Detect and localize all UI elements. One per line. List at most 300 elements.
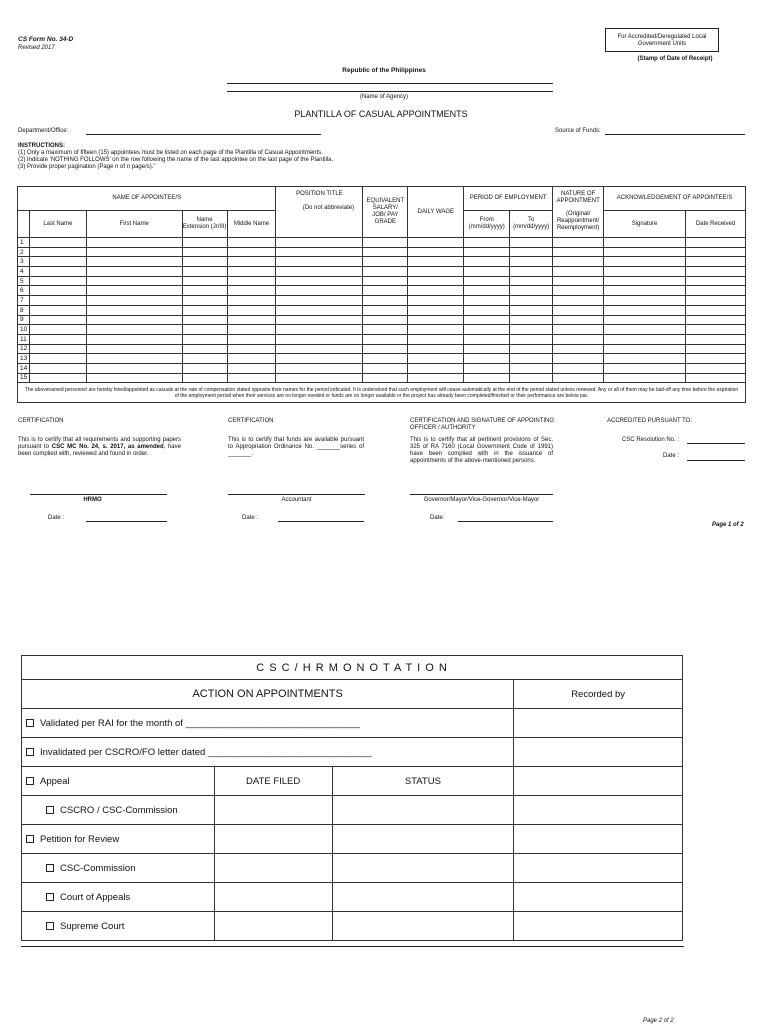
plantilla-table	[17, 186, 746, 403]
csc-resolution-label: CSC Resolution No. :	[622, 437, 680, 443]
table-cell[interactable]	[86, 247, 182, 257]
recorded-by-cell[interactable]	[514, 825, 683, 854]
invalidated-row[interactable]	[22, 738, 514, 767]
recorded-by-cell[interactable]	[514, 883, 683, 912]
date-filed-cell[interactable]	[214, 883, 332, 912]
table-cell[interactable]	[408, 257, 464, 267]
table-cell[interactable]	[464, 344, 510, 354]
table-cell[interactable]	[29, 315, 86, 325]
table-cell[interactable]	[604, 267, 686, 277]
table-cell[interactable]	[553, 267, 604, 277]
recorded-by-cell[interactable]	[514, 796, 683, 825]
table-cell[interactable]	[363, 325, 408, 335]
table-cell[interactable]	[604, 315, 686, 325]
table-cell[interactable]	[685, 363, 745, 373]
hrmo-date-field[interactable]	[86, 521, 167, 522]
table-cell[interactable]	[604, 257, 686, 267]
table-cell[interactable]	[363, 276, 408, 286]
header-middle-name: Middle Name	[227, 211, 276, 238]
validated-row[interactable]	[22, 709, 514, 738]
table-cell[interactable]	[553, 286, 604, 296]
table-cell[interactable]	[276, 354, 363, 364]
table-cell[interactable]	[464, 354, 510, 364]
table-cell[interactable]	[276, 373, 363, 383]
status-header: STATUS	[332, 767, 514, 796]
csc-commission-label: CSC-Commission	[60, 862, 136, 874]
table-cell[interactable]	[604, 354, 686, 364]
table-cell[interactable]	[363, 344, 408, 354]
table-cell[interactable]	[408, 296, 464, 306]
table-cell[interactable]	[553, 325, 604, 335]
table-cell[interactable]	[86, 363, 182, 373]
cert1-text-a: This is to certify that all requirements and supporting papers pursuant to	[18, 437, 181, 450]
table-cell[interactable]	[363, 247, 408, 257]
table-cell[interactable]	[86, 267, 182, 277]
table-cell[interactable]	[685, 267, 745, 277]
cscro-row[interactable]	[22, 796, 215, 825]
checkbox-petition[interactable]	[26, 835, 34, 843]
court-appeals-row[interactable]	[22, 883, 215, 912]
table-cell[interactable]	[29, 354, 86, 364]
accredited-date-field[interactable]	[687, 460, 745, 461]
table-cell[interactable]	[464, 276, 510, 286]
table-row	[18, 354, 746, 364]
table-cell[interactable]	[182, 257, 227, 267]
table-cell[interactable]	[510, 296, 553, 306]
notation-bottom-rule	[21, 946, 684, 947]
table-cell[interactable]	[553, 305, 604, 315]
date-filed-cell[interactable]	[214, 854, 332, 883]
date-filed-cell[interactable]	[214, 825, 332, 854]
table-cell[interactable]	[685, 238, 745, 248]
appointing-date-field[interactable]	[458, 521, 553, 522]
table-cell[interactable]	[510, 286, 553, 296]
table-cell[interactable]	[227, 286, 276, 296]
checkbox-appeal[interactable]	[26, 777, 34, 785]
table-cell[interactable]	[685, 296, 745, 306]
table-cell[interactable]	[227, 344, 276, 354]
table-cell[interactable]	[464, 325, 510, 335]
table-cell[interactable]	[510, 325, 553, 335]
header-position-note: (Do not abbreviate)	[302, 205, 355, 211]
recorded-by-header: Recorded by	[514, 680, 683, 709]
table-cell[interactable]	[553, 296, 604, 306]
table-cell[interactable]	[86, 257, 182, 267]
table-cell[interactable]	[685, 257, 745, 267]
table-cell[interactable]	[182, 238, 227, 248]
table-cell[interactable]	[182, 334, 227, 344]
row-number: 1	[18, 238, 30, 248]
table-cell[interactable]	[86, 315, 182, 325]
table-cell[interactable]	[553, 344, 604, 354]
department-label: Department/Office:	[18, 128, 69, 134]
table-cell[interactable]	[182, 373, 227, 383]
table-cell[interactable]	[685, 325, 745, 335]
table-cell[interactable]	[408, 247, 464, 257]
accountant-date-field[interactable]	[278, 521, 364, 522]
table-cell[interactable]	[553, 354, 604, 364]
table-cell[interactable]	[464, 286, 510, 296]
table-cell[interactable]	[604, 276, 686, 286]
hrmo-label: HRMO	[83, 497, 102, 503]
row-number: 5	[18, 276, 30, 286]
table-cell[interactable]	[276, 305, 363, 315]
table-cell[interactable]	[604, 334, 686, 344]
table-cell[interactable]	[227, 363, 276, 373]
table-cell[interactable]	[604, 286, 686, 296]
table-cell[interactable]	[227, 296, 276, 306]
csc-resolution-field[interactable]	[687, 443, 745, 444]
table-cell[interactable]	[227, 247, 276, 257]
cert1-text-b: , have been complied with, reviewed and found in order.	[18, 444, 181, 457]
checkbox-cscro[interactable]	[46, 806, 54, 814]
recorded-by-cell[interactable]	[514, 709, 683, 738]
table-cell[interactable]	[29, 267, 86, 277]
table-cell[interactable]	[276, 296, 363, 306]
table-cell[interactable]	[29, 344, 86, 354]
table-cell[interactable]	[604, 238, 686, 248]
table-cell[interactable]	[464, 363, 510, 373]
table-row	[18, 267, 746, 277]
table-cell[interactable]	[408, 267, 464, 277]
header-salary: EQUIVALENT SALARY/ JOB/ PAY GRADE	[363, 187, 408, 238]
table-cell[interactable]	[604, 363, 686, 373]
recorded-by-cell[interactable]	[514, 767, 683, 796]
table-cell[interactable]	[276, 286, 363, 296]
table-cell[interactable]	[408, 286, 464, 296]
table-cell[interactable]	[363, 315, 408, 325]
table-cell[interactable]	[685, 354, 745, 364]
appointing-date-label: Date:	[430, 515, 445, 521]
appeal-label: Appeal	[40, 775, 70, 787]
table-cell[interactable]	[86, 373, 182, 383]
accountant-label: Accountant	[281, 497, 312, 503]
table-cell[interactable]	[685, 334, 745, 344]
table-cell[interactable]	[408, 315, 464, 325]
table-cell[interactable]	[464, 296, 510, 306]
table-cell[interactable]	[408, 238, 464, 248]
table-cell[interactable]	[227, 373, 276, 383]
table-row	[18, 305, 746, 315]
table-cell[interactable]	[29, 334, 86, 344]
table-cell[interactable]	[86, 296, 182, 306]
table-cell[interactable]	[464, 267, 510, 277]
source-field[interactable]	[605, 134, 745, 135]
header-from: From (mm/dd/yyyy)	[464, 211, 510, 238]
table-cell[interactable]	[510, 334, 553, 344]
checkbox-invalidated[interactable]	[26, 748, 34, 756]
table-row	[18, 344, 746, 354]
table-cell[interactable]	[685, 247, 745, 257]
agency-caption: (Name of Agency)	[359, 94, 409, 100]
row-number: 2	[18, 247, 30, 257]
table-row	[18, 247, 746, 257]
appeal-row[interactable]	[22, 767, 215, 796]
instruction-item: (2) Indicate 'NOTHING FOLLOWS' on the row following the name of the last appointee on the last page of the Plantilla.	[18, 157, 334, 163]
table-cell[interactable]	[86, 354, 182, 364]
table-row	[18, 257, 746, 267]
table-cell[interactable]	[29, 363, 86, 373]
table-row	[18, 334, 746, 344]
table-cell[interactable]	[408, 325, 464, 335]
table-cell[interactable]	[227, 305, 276, 315]
table-cell[interactable]	[510, 315, 553, 325]
table-cell[interactable]	[464, 247, 510, 257]
table-cell[interactable]	[510, 363, 553, 373]
table-cell[interactable]	[363, 296, 408, 306]
table-cell[interactable]	[86, 276, 182, 286]
table-cell[interactable]	[553, 334, 604, 344]
table-cell[interactable]	[276, 238, 363, 248]
table-cell[interactable]	[29, 305, 86, 315]
table-cell[interactable]	[182, 276, 227, 286]
table-cell[interactable]	[182, 363, 227, 373]
table-cell[interactable]	[408, 373, 464, 383]
status-cell[interactable]	[332, 796, 514, 825]
table-cell[interactable]	[510, 344, 553, 354]
table-cell[interactable]	[29, 286, 86, 296]
table-cell[interactable]	[276, 344, 363, 354]
table-cell[interactable]	[363, 267, 408, 277]
table-cell[interactable]	[276, 267, 363, 277]
table-cell[interactable]	[464, 373, 510, 383]
table-cell[interactable]	[363, 354, 408, 364]
date-filed-cell[interactable]	[214, 912, 332, 941]
table-cell[interactable]	[363, 305, 408, 315]
table-cell[interactable]	[408, 334, 464, 344]
table-cell[interactable]	[510, 305, 553, 315]
table-cell[interactable]	[363, 373, 408, 383]
header-to: To (mm/dd/yyyy)	[510, 211, 553, 238]
court-appeals-label: Court of Appeals	[60, 891, 131, 903]
table-cell[interactable]	[227, 267, 276, 277]
header-nature	[553, 187, 604, 238]
table-cell[interactable]	[510, 276, 553, 286]
table-cell[interactable]	[510, 257, 553, 267]
date-filed-cell[interactable]	[214, 796, 332, 825]
table-cell[interactable]	[182, 354, 227, 364]
table-cell[interactable]	[510, 247, 553, 257]
table-cell[interactable]	[29, 238, 86, 248]
table-cell[interactable]	[276, 325, 363, 335]
notation-table	[21, 655, 683, 941]
row-number: 6	[18, 286, 30, 296]
table-cell[interactable]	[553, 315, 604, 325]
table-cell[interactable]	[227, 325, 276, 335]
table-cell[interactable]	[553, 276, 604, 286]
table-row	[18, 325, 746, 335]
table-cell[interactable]	[685, 315, 745, 325]
cscro-label: CSCRO / CSC-Commission	[60, 804, 178, 816]
row-number: 14	[18, 363, 30, 373]
stamp-box: For Accredited/Deregulated Local Government Units	[605, 28, 719, 52]
recorded-by-cell[interactable]	[514, 738, 683, 767]
accountant-date-label: Date :	[242, 515, 259, 521]
status-cell[interactable]	[332, 883, 514, 912]
table-cell[interactable]	[363, 238, 408, 248]
agency-line[interactable]	[227, 83, 553, 84]
table-footer-note: The abovenamed personnel are hereby hired/appointed as casuals at the rate of compensation stated opposite their names for the period indicated. It is understood that such employment will cease automatically at the end of the period stated unless renewed. Any or all of them may be laid-off any time before the expiration of the employment period when their services are no longer needed or funds are no longer available or the project has already been completed/finished or their performance are below par.	[18, 383, 746, 403]
table-cell[interactable]	[685, 344, 745, 354]
table-cell[interactable]	[29, 373, 86, 383]
table-cell[interactable]	[604, 247, 686, 257]
instruction-item: (1) Only a maximum of fifteen (15) appointees must be listed on each page of the Plantilla of Casual Appointments.	[18, 150, 323, 156]
status-cell[interactable]	[332, 854, 514, 883]
table-cell[interactable]	[408, 305, 464, 315]
table-cell[interactable]	[464, 238, 510, 248]
table-cell[interactable]	[86, 238, 182, 248]
instructions	[18, 143, 618, 171]
table-cell[interactable]	[227, 315, 276, 325]
source-label: Source of Funds:	[555, 128, 601, 134]
table-cell[interactable]	[276, 334, 363, 344]
table-cell[interactable]	[182, 315, 227, 325]
table-cell[interactable]	[464, 315, 510, 325]
accredited-title: ACCREDITED PURSUANT TO:	[607, 418, 693, 424]
checkbox-court-appeals[interactable]	[46, 893, 54, 901]
row-number: 13	[18, 354, 30, 364]
status-cell[interactable]	[332, 825, 514, 854]
table-cell[interactable]	[29, 247, 86, 257]
table-cell[interactable]	[276, 276, 363, 286]
table-cell[interactable]	[182, 267, 227, 277]
table-cell[interactable]	[553, 238, 604, 248]
table-cell[interactable]	[182, 325, 227, 335]
table-cell[interactable]	[227, 257, 276, 267]
table-cell[interactable]	[604, 344, 686, 354]
row-number: 12	[18, 344, 30, 354]
table-cell[interactable]	[227, 276, 276, 286]
cert2-text: This is to certify that funds are available pursuant to Appropriation Ordinance No. _______series of _______.	[228, 437, 364, 457]
table-cell[interactable]	[604, 325, 686, 335]
supreme-court-label: Supreme Court	[60, 920, 125, 932]
row-number: 9	[18, 315, 30, 325]
table-cell[interactable]	[464, 305, 510, 315]
table-cell[interactable]	[408, 344, 464, 354]
header-name-ext: Name Extension (Jr/III)	[182, 211, 227, 238]
header-ack: ACKNOWLEDGEMENT OF APPOINTEE/S	[604, 187, 746, 211]
checkbox-validated[interactable]	[26, 719, 34, 727]
department-field[interactable]	[86, 134, 321, 135]
validated-label: Validated per RAI for the month of _________________________________	[40, 717, 360, 729]
table-cell[interactable]	[363, 257, 408, 267]
table-cell[interactable]	[685, 305, 745, 315]
table-cell[interactable]	[604, 296, 686, 306]
table-cell[interactable]	[86, 325, 182, 335]
checkbox-supreme-court[interactable]	[46, 922, 54, 930]
table-cell[interactable]	[276, 257, 363, 267]
csc-commission-row[interactable]	[22, 854, 215, 883]
table-cell[interactable]	[276, 363, 363, 373]
appointing-label: Governor/Mayor/Vice-Governor/Vice-Mayor	[423, 497, 540, 503]
table-cell[interactable]	[685, 276, 745, 286]
header-position	[276, 187, 363, 238]
table-cell[interactable]	[510, 354, 553, 364]
checkbox-csc-commission[interactable]	[46, 864, 54, 872]
table-cell[interactable]	[363, 334, 408, 344]
table-row	[18, 315, 746, 325]
form-number: CS Form No. 34-D	[18, 36, 74, 43]
table-cell[interactable]	[363, 286, 408, 296]
table-row	[18, 238, 746, 248]
table-cell[interactable]	[29, 257, 86, 267]
row-number: 3	[18, 257, 30, 267]
table-cell[interactable]	[227, 238, 276, 248]
table-cell[interactable]	[510, 238, 553, 248]
petition-row[interactable]	[22, 825, 215, 854]
table-cell[interactable]	[604, 305, 686, 315]
table-row	[18, 286, 746, 296]
table-cell[interactable]	[182, 305, 227, 315]
table-cell[interactable]	[182, 296, 227, 306]
table-cell[interactable]	[510, 267, 553, 277]
table-cell[interactable]	[182, 286, 227, 296]
table-row	[18, 276, 746, 286]
table-cell[interactable]	[363, 363, 408, 373]
table-cell[interactable]	[408, 354, 464, 364]
table-cell[interactable]	[553, 373, 604, 383]
table-row	[18, 363, 746, 373]
stamp-caption: (Stamp of Date of Receipt)	[637, 56, 713, 62]
table-cell[interactable]	[408, 276, 464, 286]
header-nature-title: NATURE OF APPOINTMENT	[556, 191, 600, 204]
table-cell[interactable]	[685, 373, 745, 383]
instruction-item: (3) Provide proper pagination (Page n of n page/s)."	[18, 164, 156, 170]
recorded-by-cell[interactable]	[514, 912, 683, 941]
table-cell[interactable]	[408, 363, 464, 373]
hrmo-date-label: Date :	[48, 515, 65, 521]
table-cell[interactable]	[464, 257, 510, 267]
table-cell[interactable]	[29, 276, 86, 286]
header-first-name: First Name	[86, 211, 182, 238]
table-cell[interactable]	[276, 247, 363, 257]
table-cell[interactable]	[182, 247, 227, 257]
table-cell[interactable]	[553, 247, 604, 257]
cert3-title: CERTIFICATION AND SIGNATURE OF APPOINTING OFFICER / AUTHORITY	[410, 418, 555, 431]
recorded-by-cell[interactable]	[514, 854, 683, 883]
accountant-sign-line[interactable]	[228, 494, 365, 495]
table-cell[interactable]	[604, 373, 686, 383]
table-cell[interactable]	[510, 373, 553, 383]
agency-line-2	[227, 91, 553, 92]
table-cell[interactable]	[685, 286, 745, 296]
table-cell[interactable]	[86, 305, 182, 315]
table-cell[interactable]	[29, 296, 86, 306]
table-cell[interactable]	[464, 334, 510, 344]
appointing-sign-line[interactable]	[410, 494, 553, 495]
table-cell[interactable]	[29, 325, 86, 335]
row-number: 4	[18, 267, 30, 277]
table-cell[interactable]	[86, 344, 182, 354]
row-number: 7	[18, 296, 30, 306]
status-cell[interactable]	[332, 912, 514, 941]
table-cell[interactable]	[553, 257, 604, 267]
supreme-court-row[interactable]	[22, 912, 215, 941]
cert1-text-bold: CSC MC No. 24, s. 2017, as amended	[51, 444, 164, 450]
table-cell[interactable]	[227, 354, 276, 364]
header-period: PERIOD OF EMPLOYMENT	[464, 187, 553, 211]
table-cell[interactable]	[227, 334, 276, 344]
table-cell[interactable]	[182, 344, 227, 354]
table-cell[interactable]	[276, 315, 363, 325]
table-cell[interactable]	[553, 363, 604, 373]
cert3-text: This is to certify that all pertinent provisions of Sec. 325 of RA 7160 (Local Government Code of 1991) have been complied with in the issuance of appointments of the above-mentioned persons.	[410, 437, 553, 464]
header-nature-note: (Original/ Reappointment/ Reemployment)	[556, 211, 600, 231]
table-cell[interactable]	[86, 286, 182, 296]
hrmo-sign-line[interactable]	[30, 494, 167, 495]
table-cell[interactable]	[86, 334, 182, 344]
header-name-group: NAME OF APPOINTEE/S	[18, 187, 276, 211]
